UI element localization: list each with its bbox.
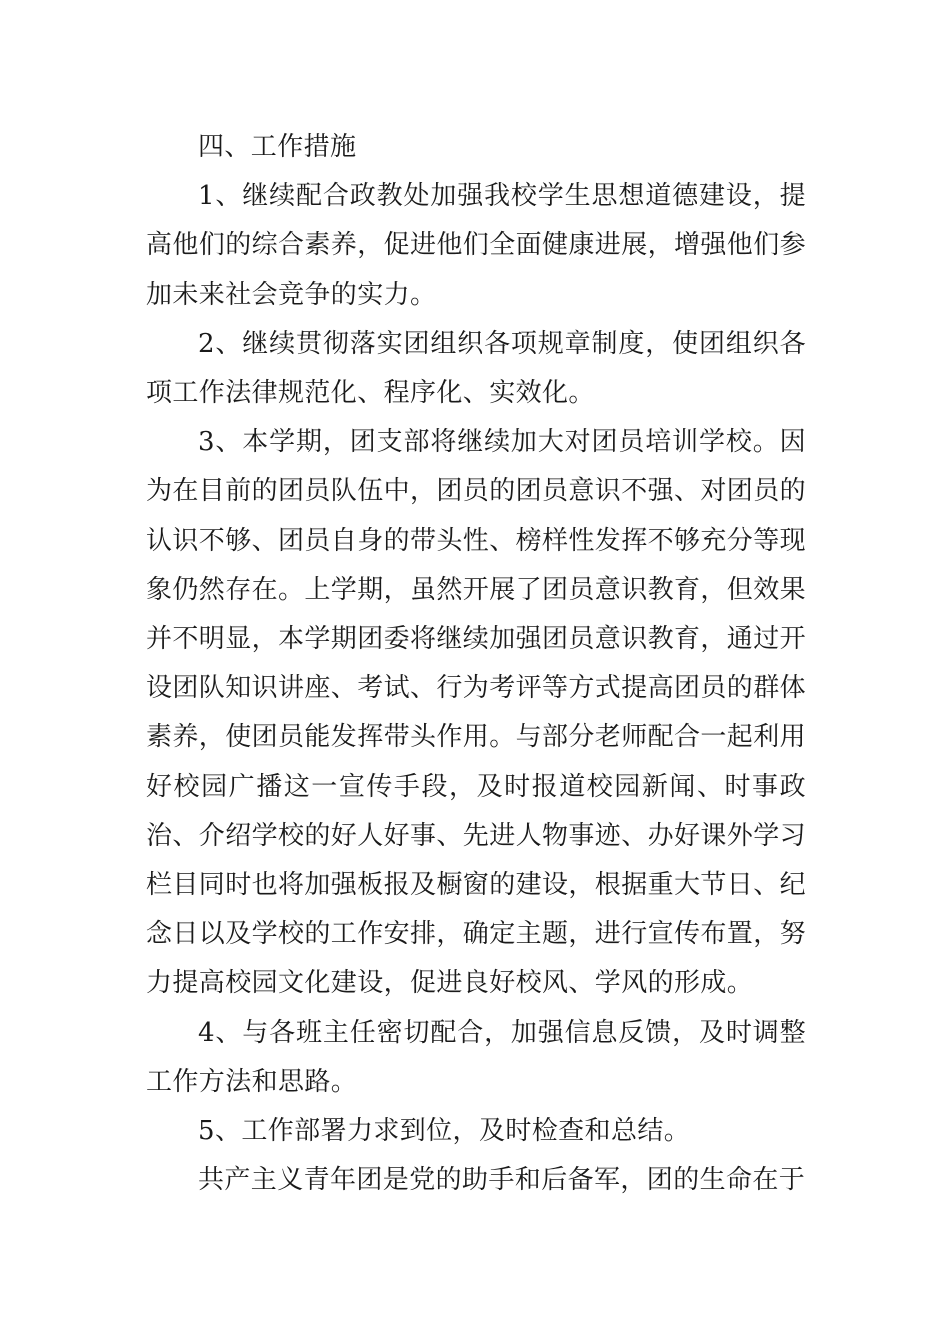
paragraph-closing: 共产主义青年团是党的助手和后备军，团的生命在于 bbox=[198, 1165, 806, 1196]
document-page bbox=[146, 123, 806, 1205]
paragraph-measure-4: 4、与各班主任密切配合，加强信息反馈，及时调整工作方法和思路。 bbox=[146, 1017, 806, 1097]
paragraph-measure-3: 3、本学期，团支部将继续加大对团员培训学校。因为在目前的团员队伍中，团员的团员意识不强、对团员的认识不够、团员自身的带头性、榜样性发挥不够充分等现象仍然存在。上学期，虽然开展了团员意识教育，但效果并不明显，本学期团委将继续加强团员意识教育，通过开设团队知识讲座、考试、行为考评等方式提高团员的群体素养，使团员能发挥带头作用。与部分老师配合一起利用好校园广播这一宣传手段，及时报道校园新闻、时事政治、介绍学校的好人好事、先进人物事迹、办好课外学习栏目同时也将加强板报及橱窗的建设，根据重大节日、纪念日以及学校的工作安排，确定主题，进行宣传布置，努力提高校园文化建设，促进良好校风、学风的形成。 bbox=[146, 427, 807, 999]
paragraph-measure-2: 2、继续贯彻落实团组织各项规章制度，使团组织各项工作法律规范化、程序化、实效化。 bbox=[146, 328, 806, 409]
paragraph-measure-5: 5、工作部署力求到位，及时检查和总结。 bbox=[198, 1116, 691, 1147]
section-heading: 四、工作措施 bbox=[198, 132, 357, 162]
paragraph-measure-1: 1、继续配合政教处加强我校学生思想道德建设，提高他们的综合素养，促进他们全面健康进展，增强他们参加未来社会竞争的实力。 bbox=[146, 181, 807, 310]
